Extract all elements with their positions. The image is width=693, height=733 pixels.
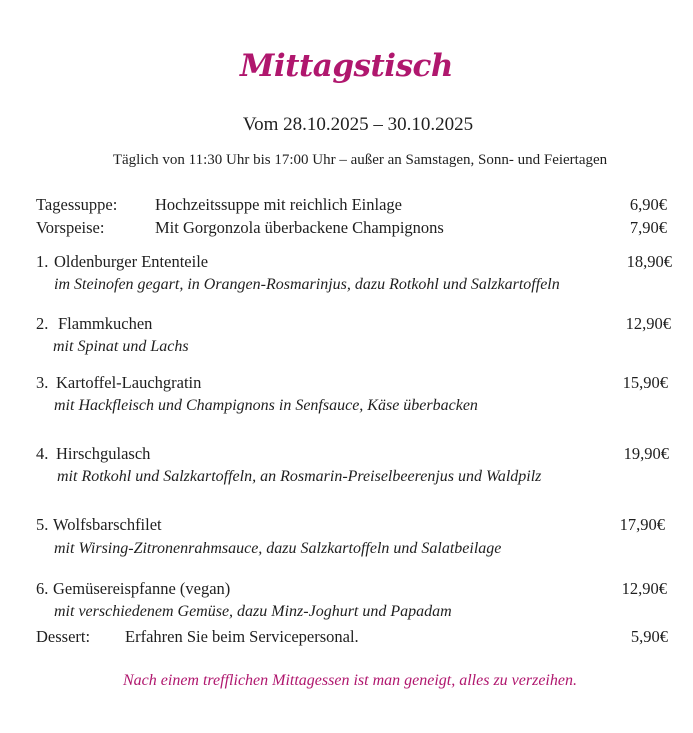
dish-number: 4. (36, 444, 49, 463)
dish-name: Kartoffel-Lauchgratin (56, 373, 202, 392)
dish-price: 18,90€ (626, 252, 672, 271)
dish-name: Flammkuchen (58, 314, 153, 333)
starter-label: Vorspeise: (36, 218, 105, 237)
dish-name: Gemüsereispfanne (vegan) (53, 579, 231, 598)
dish-number: 6. (36, 579, 49, 598)
dish-name: Hirschgulasch (56, 444, 151, 463)
dessert-label: Dessert: (36, 627, 91, 646)
dish-price: 17,90€ (619, 515, 665, 534)
closing-quote: Nach einem trefflichen Mittagessen ist man geneigt, alles zu verzeihen. (123, 672, 577, 689)
soup-name: Hochzeitssuppe mit reichlich Einlage (155, 195, 402, 214)
dish-number: 1. (36, 252, 49, 271)
starter-name: Mit Gorgonzola überbackene Champignons (155, 218, 444, 237)
dish-price: 15,90€ (622, 373, 668, 392)
dish-number: 2. (36, 314, 49, 333)
date-range: Vom 28.10.2025 – 30.10.2025 (242, 114, 474, 135)
dish-description: mit Spinat und Lachs (53, 338, 189, 355)
soup-label: Tagessuppe: (36, 195, 118, 214)
dish-number: 5. (36, 515, 49, 534)
dish-name: Wolfsbarschfilet (53, 515, 162, 534)
opening-hours: Täglich von 11:30 Uhr bis 17:00 Uhr – außer an Samstagen, Sonn- und Feiertagen (112, 152, 608, 168)
dish-description: mit Wirsing-Zitronenrahmsauce, dazu Salzkartoffeln und Salatbeilage (54, 540, 502, 557)
dish-description: mit Rotkohl und Salzkartoffeln, an Rosmarin-Preiselbeerenjus und Waldpilz (57, 468, 542, 485)
starter-price: 7,90€ (629, 218, 667, 237)
dish-description: mit Hackfleisch und Champignons in Senfsauce, Käse überbacken (54, 397, 478, 414)
dish-description: mit verschiedenem Gemüse, dazu Minz-Joghurt und Papadam (54, 603, 452, 620)
dessert-name: Erfahren Sie beim Servicepersonal. (125, 627, 359, 646)
dish-price: 12,90€ (625, 314, 671, 333)
menu-title: Mittagstisch (240, 48, 453, 84)
dish-price: 12,90€ (621, 579, 667, 598)
dessert-price: 5,90€ (630, 627, 668, 646)
dish-price: 19,90€ (623, 444, 669, 463)
dish-number: 3. (36, 373, 49, 392)
soup-price: 6,90€ (629, 195, 667, 214)
dish-name: Oldenburger Ententeile (54, 252, 209, 271)
dish-description: im Steinofen gegart, in Orangen-Rosmarinjus, dazu Rotkohl und Salzkartoffeln (54, 276, 560, 293)
